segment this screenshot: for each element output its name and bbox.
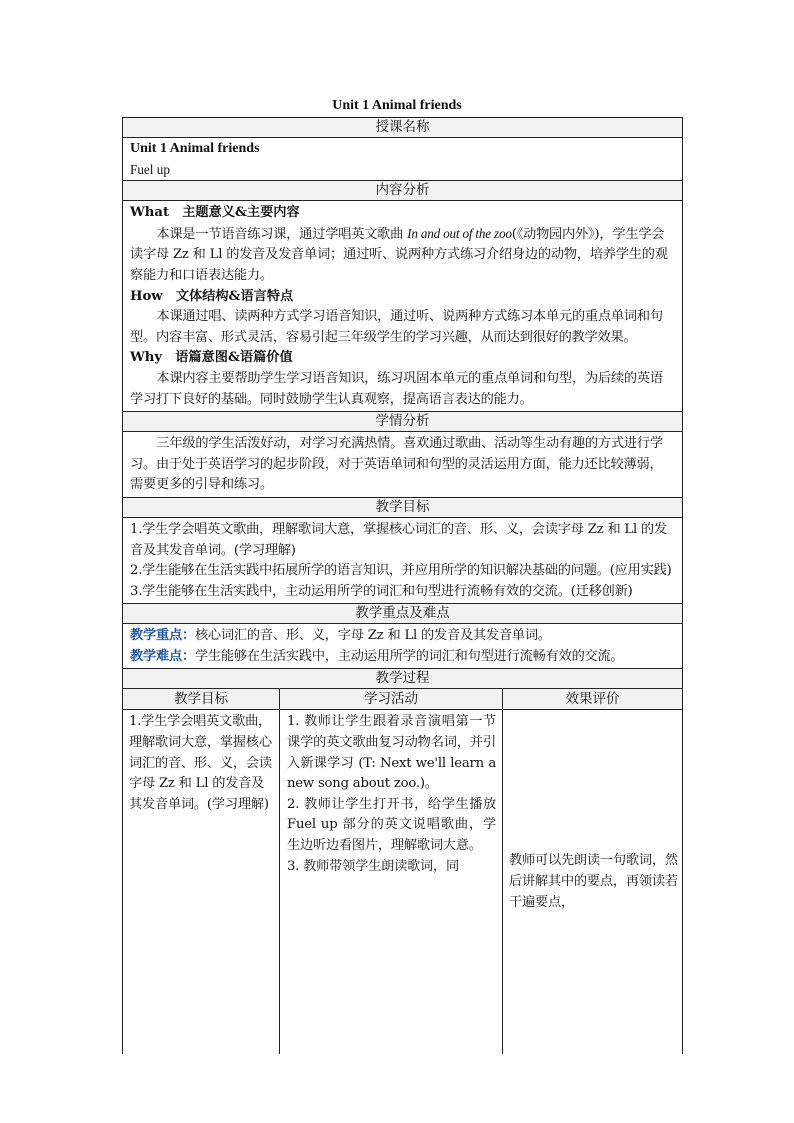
what-heading: What 主题意义&主要内容 [130, 205, 300, 221]
column-header-evaluation: 效果评价 [503, 689, 682, 710]
column-header-activities: 学习活动 [280, 689, 502, 710]
process-col-goals [123, 689, 280, 1054]
process-table [123, 689, 682, 1054]
teaching-difficulty: 教学难点：学生能够在生活实践中，主动运用所学的词汇和句型进行流畅有效的交流。 [130, 648, 624, 664]
objective-item: 3.学生能够在生活实践中，主动运用所学的词汇和句型进行流畅有效的交流。(迁移创新) [130, 583, 633, 599]
document-title: Unit 1 Animal friends [332, 98, 462, 113]
section-header-process: 教学过程 [123, 669, 682, 689]
process-col-activities [280, 689, 503, 1054]
content-analysis-cell [123, 201, 682, 412]
section-header-lesson-name: 授课名称 [123, 118, 682, 138]
section-header-content-analysis: 内容分析 [123, 181, 682, 201]
learner-paragraph: 三年级的学生活泼好动，对学习充满热情。喜欢通过歌曲、活动等生动有趣的方式进行学习。由于处于英语学习的起步阶段，对于英语单词和句型的灵活运用方面，能力还比较薄弱，需要更多的引导和练习。 [130, 436, 663, 493]
column-header-goals: 教学目标 [123, 689, 279, 710]
section-header-learner-analysis: 学情分析 [123, 412, 682, 432]
key-points-cell [123, 624, 682, 669]
process-goal-text: 1.学生学会唱英文歌曲，理解歌词大意，掌握核心词汇的音、形、义，会读字母 Zz 和 Ll 的发音及其发音单词。(学习理解) [129, 714, 272, 812]
lesson-subtitle: Fuel up [130, 161, 170, 177]
section-header-objectives: 教学目标 [123, 498, 682, 518]
why-heading: Why 语篇意图&语篇价值 [130, 350, 293, 366]
process-evaluation-text: 教师可以先朗读一句歌词，然后讲解其中的要点，再领读若干遍要点， [509, 853, 678, 910]
how-paragraph: 本课通过唱、读两种方式学习语音知识，通过听、说两种方式练习本单元的重点单词和句型。内容丰富、形式灵活，容易引起三年级学生的学习兴趣，从而达到很好的教学效果。 [130, 309, 663, 345]
focus-label: 教学重点： [130, 628, 195, 644]
objective-item: 1.学生学会唱英文歌曲，理解歌词大意，掌握核心词汇的音、形、义，会读字母 Zz 和 Ll 的发音及其发音单词。(学习理解) [130, 521, 667, 558]
objective-item: 2.学生能够在生活实践中拓展所学的语言知识，并应用所学的知识解决基础的问题。(应用实践) [130, 563, 672, 579]
how-heading: How 文体结构&语言特点 [130, 288, 294, 304]
lesson-plan-table [122, 117, 683, 1054]
lesson-name-cell [123, 138, 682, 181]
learner-analysis-cell [123, 432, 682, 498]
process-col-evaluation [503, 689, 682, 1054]
difficulty-label: 教学难点： [130, 648, 195, 664]
section-header-key-points: 教学重点及难点 [123, 604, 682, 624]
objectives-cell [123, 518, 682, 604]
process-activities [280, 710, 502, 915]
activity-item: 1. 教师让学生跟着录音演唱第一节课学的英文歌曲复习动物名词，并引入新课学习 (T: Next we'll learn a new song about zoo.)。 [287, 714, 496, 792]
what-paragraph: 本课是一节语音练习课，通过学唱英文歌曲 In and out of the zoo(《动物园内外》)，学生学会读字母 Zz 和 Ll 的发音及发音单词；通过听、说两种方式练习介绍身边的动物，培养学生的观察能力和口语表达能力。 [130, 225, 668, 283]
lesson-name: Unit 1 Animal friends [130, 141, 260, 156]
song-title: In and out of the zoo [407, 225, 512, 241]
teaching-focus: 教学重点：核心词汇的音、形、义，字母 Zz 和 Ll 的发音及其发音单词。 [130, 628, 551, 644]
activity-item: 3. 教师带领学生朗读歌词，同 [287, 858, 460, 874]
why-paragraph: 本课内容主要帮助学生学习语音知识，练习巩固本单元的重点单词和句型，为后续的英语学习打下良好的基础。同时鼓励学生认真观察，提高语言表达的能力。 [130, 370, 663, 407]
activity-item: 2. 教师让学生打开书，给学生播放 Fuel up 部分的英文说唱歌曲，学生边听边看图片，理解歌词大意。 [287, 796, 496, 854]
